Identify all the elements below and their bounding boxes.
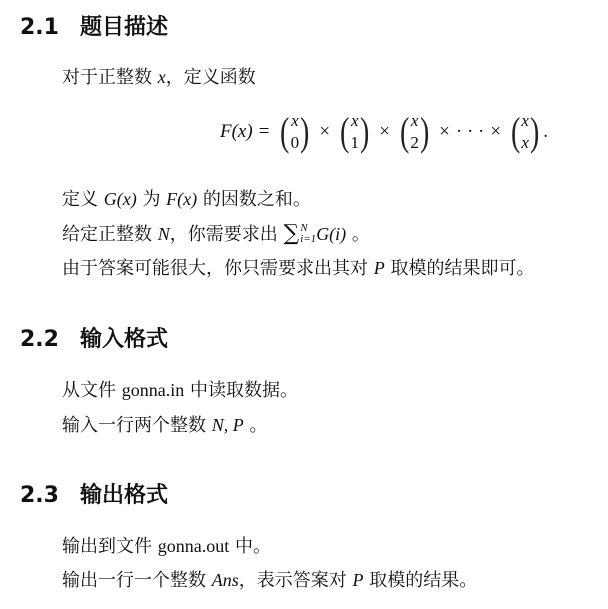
summation: ∑ N i=1 bbox=[283, 221, 317, 246]
input-filename: gonna.in bbox=[121, 380, 185, 400]
text: 对于正整数 bbox=[62, 67, 158, 88]
binom-2: ( x 2 ) bbox=[400, 109, 430, 154]
math-Ans: Ans bbox=[211, 570, 239, 590]
math-G: G(x) bbox=[103, 189, 137, 209]
math-NP: N, P bbox=[211, 415, 244, 435]
section-title: 题目描述 bbox=[80, 15, 169, 40]
desc-line-2: 定义 G(x) 为 F(x) 的因数之和。 bbox=[62, 189, 311, 210]
section-title: 输入格式 bbox=[80, 327, 169, 352]
formula-F bbox=[220, 104, 548, 160]
text: ，定义函数 bbox=[165, 67, 256, 88]
input-line-1: 从文件 gonna.in 中读取数据。 bbox=[62, 380, 298, 401]
times-op: × bbox=[439, 121, 450, 142]
times-op: × bbox=[379, 121, 391, 142]
section-heading-output bbox=[20, 483, 168, 509]
output-line-1: 输出到文件 gonna.out 中。 bbox=[62, 536, 271, 557]
input-line-2: 输入一行两个整数 N, P 。 bbox=[62, 415, 268, 436]
section-heading-input bbox=[20, 327, 168, 353]
binom-1: ( x 1 ) bbox=[340, 109, 370, 154]
ellipsis: · · · bbox=[455, 121, 485, 142]
math-N: N bbox=[157, 224, 170, 244]
math-P: P bbox=[352, 570, 364, 590]
math-Gi: G(i) bbox=[316, 224, 347, 244]
times-op: × bbox=[490, 121, 502, 142]
output-filename: gonna.out bbox=[157, 536, 230, 556]
output-line-2: 输出一行一个整数 Ans，表示答案对 P 取模的结果。 bbox=[62, 570, 478, 591]
times-op: × bbox=[319, 121, 331, 142]
desc-line-1 bbox=[62, 65, 256, 90]
formula-end: . bbox=[543, 121, 549, 142]
math-var: x bbox=[157, 67, 166, 87]
section-number: 2.3 bbox=[20, 483, 59, 508]
desc-line-3: 给定正整数 N，你需要求出 ∑ N i=1 G(i) 。 bbox=[62, 221, 370, 246]
section-number: 2.1 bbox=[20, 15, 59, 40]
section-number: 2.2 bbox=[20, 327, 59, 352]
section-heading-description bbox=[20, 15, 168, 41]
math-F: F(x) bbox=[166, 189, 198, 209]
formula-lhs: F(x) = bbox=[220, 121, 271, 142]
binom-0: ( x 0 ) bbox=[280, 109, 310, 154]
math-P: P bbox=[373, 258, 385, 278]
section-title: 输出格式 bbox=[80, 483, 169, 508]
binom-3: ( x x ) bbox=[511, 109, 540, 154]
desc-line-4: 由于答案可能很大，你只需要求出其对 P 取模的结果即可。 bbox=[62, 258, 535, 279]
